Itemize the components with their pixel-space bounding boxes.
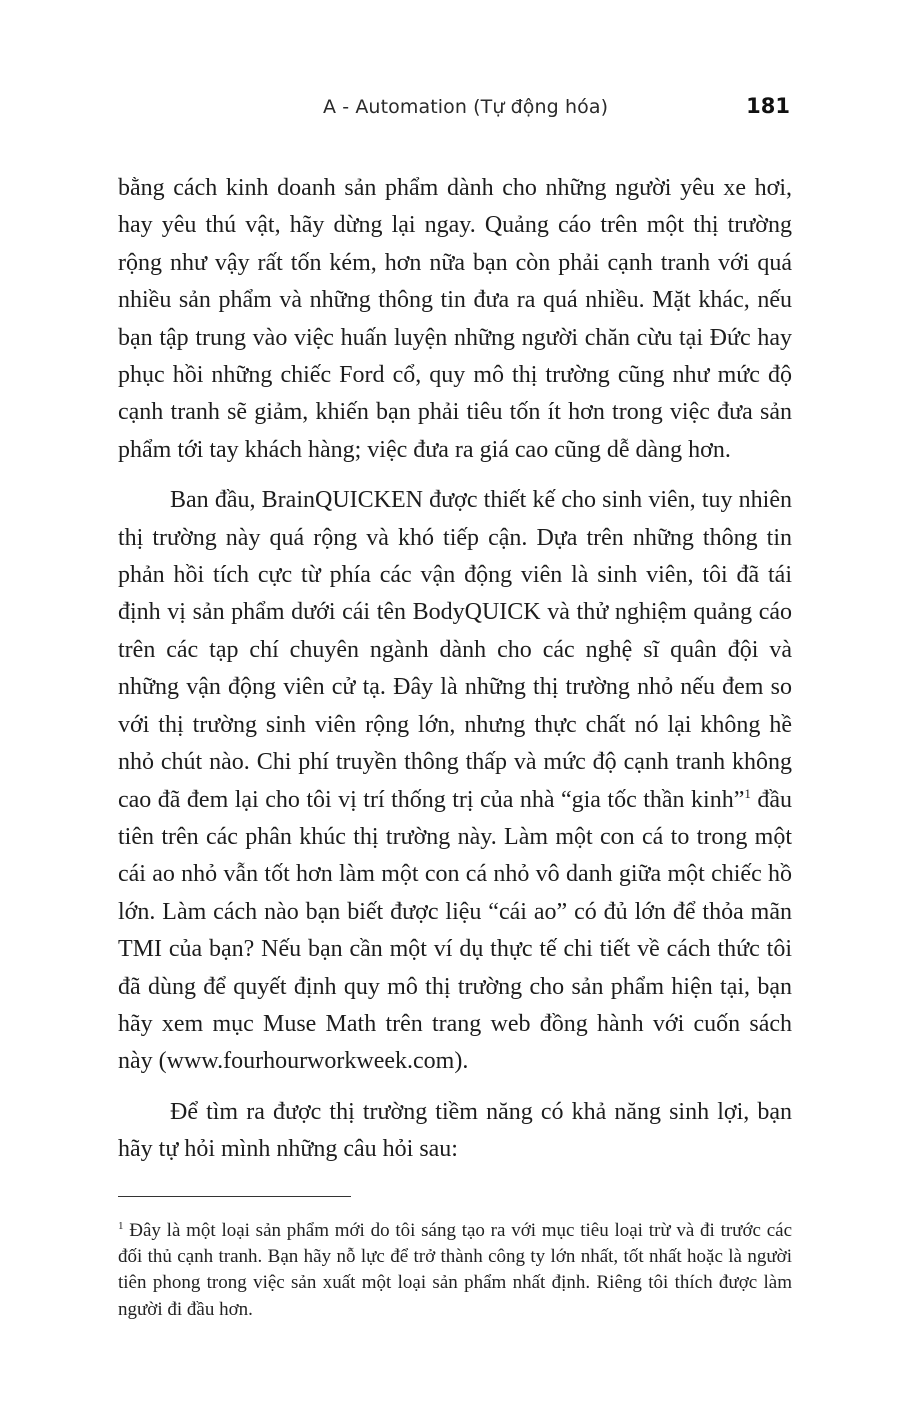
- footnote: [118, 1218, 792, 1323]
- paragraph-continued: bằng cách kinh doanh sản phẩm dành cho những người yêu xe hơi, hay yêu thú vật, hãy dừng lại ngay. Quảng cáo trên một thị trường rộng như vậy rất tốn kém, hơn nữa bạn còn phải cạnh tranh với quá nhiều sản phẩm và những thông tin đưa ra quá nhiều. Mặt khác, nếu bạn tập trung vào việc huấn luyện những người chăn cừu tại Đức hay phục hồi những chiếc Ford cổ, quy mô thị trường cũng như mức độ cạnh tranh sẽ giảm, khiến bạn phải tiêu tốn ít hơn trong việc đưa sản phẩm tới tay khách hàng; việc đưa ra giá cao cũng dễ dàng hơn.: [118, 175, 792, 463]
- page-number: 181: [746, 94, 790, 118]
- chapter-title: A - Automation (Tự động hóa): [323, 96, 609, 118]
- footnote-divider: [118, 1196, 351, 1197]
- footnote-text: Đây là một loại sản phẩm mới do tôi sáng tạo ra với mục tiêu loại trừ và đi trước các đối thủ cạnh tranh. Bạn hãy nỗ lực để trở thành công ty lớn nhất, tốt nhất hoặc là người tiên phong trong việc sản xuất một loại sản phẩm nhất định. Riêng tôi thích được làm người đi đầu hơn.: [118, 1220, 793, 1320]
- footnote-reference[interactable]: 1: [744, 785, 751, 801]
- paragraph-questions-intro: Để tìm ra được thị trường tiềm năng có khả năng sinh lợi, bạn hãy tự hỏi mình những câu hỏi sau:: [118, 1098, 792, 1163]
- body-text: [118, 170, 792, 1182]
- running-header: [120, 96, 792, 126]
- paragraph-text-before-ref: Ban đầu, BrainQUICKEN được thiết kế cho sinh viên, tuy nhiên thị trường này quá rộng và khó tiếp cận. Dựa trên những thông tin phản hồi tích cực từ phía các vận động viên là sinh viên, tôi đã tái định vị sản phẩm dưới cái tên BodyQUICK và thử nghiệm quảng cáo trên các tạp chí chuyên ngành dành cho các nghệ sĩ quân đội và những vận động viên cử tạ. Đây là những thị trường nhỏ nếu đem so với thị trường sinh viên rộng lớn, nhưng thực chất nó lại không hề nhỏ chút nào. Chi phí truyền thông thấp và mức độ cạnh tranh không cao đã đem lại cho tôi vị trí thống trị của nhà “gia tốc thần kinh”: [118, 487, 792, 813]
- paragraph-brainquicken: [118, 482, 792, 1081]
- paragraph-text-after-ref: đầu tiên trên các phân khúc thị trường này. Làm một con cá to trong một cái ao nhỏ vẫn tốt hơn làm một con cá nhỏ vô danh giữa một chiếc hồ lớn. Làm cách nào bạn biết được liệu “cái ao” có đủ lớn để thỏa mãn TMI của bạn? Nếu bạn cần một ví dụ thực tế chi tiết về cách thức tôi đã dùng để quyết định quy mô thị trường cho sản phẩm hiện tại, bạn hãy xem mục Muse Math trên trang web đồng hành với cuốn sách này (www.fourhourworkweek.com).: [118, 786, 792, 1075]
- footnote-marker: 1: [118, 1220, 124, 1232]
